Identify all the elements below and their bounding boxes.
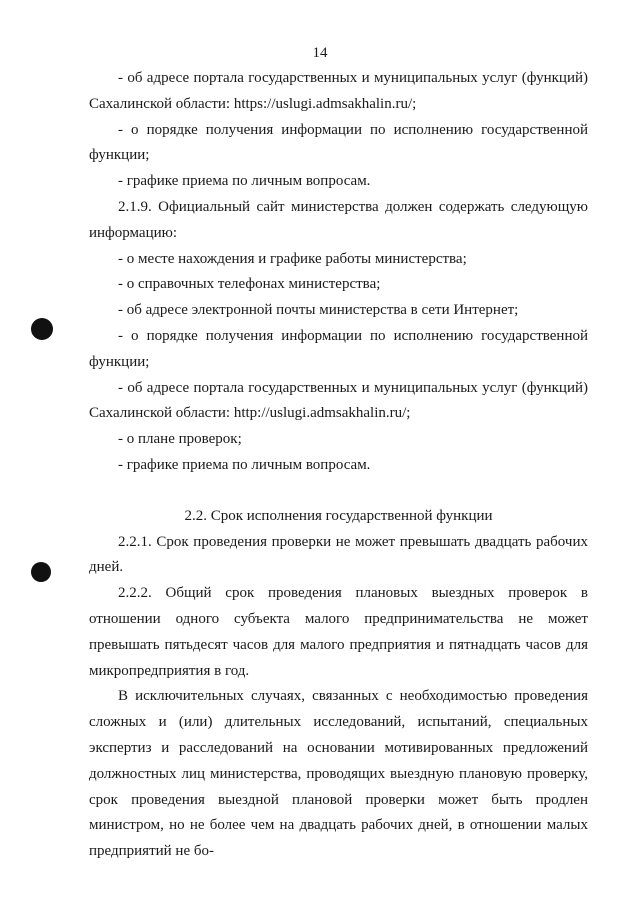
paragraph-clause-2-1-9: 2.1.9. Официальный сайт министерства должен содержать следующую информацию:	[89, 198, 588, 241]
page-number: 14	[312, 45, 328, 61]
paragraph-email: - об адресе электронной почты министерства в сети Интернет;	[118, 302, 519, 319]
paragraph-info-procedure: - о порядке получения информации по исполнению государственной функции;	[89, 121, 588, 164]
punch-hole	[31, 562, 51, 582]
paragraph-portal-address: - об адресе портала государственных и муниципальных услуг (функций) Сахалинской области: https://uslugi.admsakhalin.ru/;	[89, 70, 588, 112]
paragraph-exceptional-cases: В исключительных случаях, связанных с необходимостью проведения сложных и (или) длительных исследований, испытаний, специальных экспертиз и расследований на основании мотивированных предложений должностных лиц министерства, проводящих выездную плановую проверку, срок проведения выездной плановой проверки может быть продлен министром, но не более чем на двадцать рабочих дней, в отношении малых предприятий не бо-	[89, 688, 588, 860]
document-body	[89, 66, 588, 865]
paragraph-clause-2-2-1: 2.2.1. Срок проведения проверки не может превышать двадцать рабочих дней.	[89, 533, 588, 576]
paragraph-reception-schedule: - графике приема по личным вопросам.	[118, 173, 371, 190]
paragraph-info-procedure-2: - о порядке получения информации по исполнению государственной функции;	[89, 327, 588, 370]
paragraph-inspection-plan: - о плане проверок;	[118, 431, 242, 448]
paragraph-location: - о месте нахождения и графике работы министерства;	[118, 250, 467, 267]
paragraph-portal-address-2: - об адресе портала государственных и муниципальных услуг (функций) Сахалинской области: http://uslugi.admsakhalin.ru/;	[89, 379, 588, 422]
paragraph-phones: - о справочных телефонах министерства;	[118, 276, 381, 293]
paragraph-clause-2-2-2: 2.2.2. Общий срок проведения плановых выездных проверок в отношении одного субъекта малого предпринимательства не может превышать пятьдесят часов для малого предприятия и пятнадцать часов для микропредприятия в год.	[89, 585, 588, 679]
section-heading-2-2: 2.2. Срок исполнения государственной функции	[184, 507, 493, 524]
paragraph-reception-schedule-2: - графике приема по личным вопросам.	[118, 456, 371, 473]
punch-hole	[31, 318, 53, 340]
